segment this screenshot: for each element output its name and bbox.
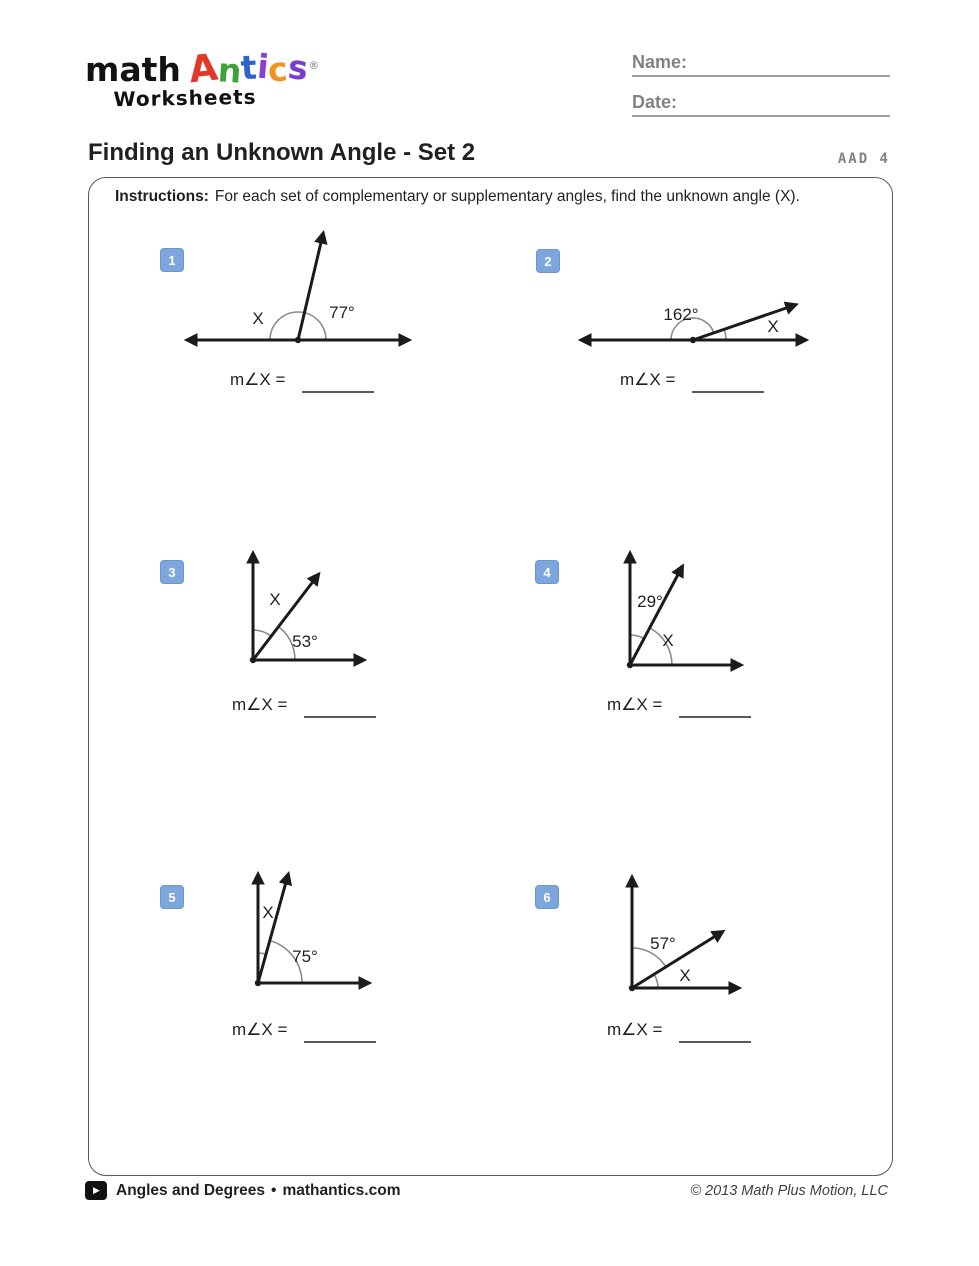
angle-diagram-3 [240, 548, 375, 670]
answer-prompt: m∠X = [620, 370, 676, 389]
unknown-angle-label: X [262, 903, 274, 922]
logo-letter: A [186, 45, 220, 92]
answer-blank-3[interactable] [304, 692, 376, 718]
math-antics-logo [85, 45, 320, 112]
logo-letter: n [216, 50, 243, 91]
date-field[interactable] [632, 92, 890, 117]
registered-trademark-icon: ® [308, 59, 320, 72]
unknown-angle-label: X [767, 317, 779, 336]
known-angle-label: 77° [329, 303, 355, 322]
instructions-text: For each set of complementary or supplementary angles, find the unknown angle (X). [214, 188, 800, 205]
answer-prompt: m∠X = [607, 1020, 663, 1039]
unknown-angle-label: X [679, 966, 691, 985]
known-angle-label: 53° [292, 632, 318, 651]
instructions-label: Instructions: [115, 188, 209, 205]
logo-word-math: math [85, 50, 181, 89]
known-angle-label: 75° [292, 947, 318, 966]
answer-blank-4[interactable] [679, 692, 751, 718]
unknown-angle-label: X [662, 631, 674, 650]
play-icon: ▶ [85, 1181, 107, 1200]
answer-blank-5[interactable] [304, 1017, 376, 1043]
instructions [115, 188, 800, 206]
problem-number-badge: 6 [535, 885, 559, 909]
known-angle-label: 57° [650, 934, 676, 953]
answer-blank-2[interactable] [692, 367, 764, 393]
footer-site-link[interactable]: mathantics.com [282, 1181, 401, 1199]
date-label: Date: [632, 92, 678, 112]
logo-letter: i [255, 46, 271, 87]
footer-separator: • [271, 1181, 277, 1199]
name-label: Name: [632, 52, 688, 72]
angle-diagram-6 [622, 872, 747, 995]
answer-prompt: m∠X = [232, 1020, 288, 1039]
answer-blank-6[interactable] [679, 1017, 751, 1043]
problem-number-badge: 3 [160, 560, 184, 584]
answer-row-4 [607, 692, 751, 718]
answer-row-6 [607, 1017, 751, 1043]
answer-row-3 [232, 692, 376, 718]
worksheet-code: AAD 4 [837, 151, 890, 167]
angle-diagram-2 [575, 296, 815, 358]
footer-left [85, 1181, 400, 1200]
logo-subtitle: Worksheets [113, 84, 257, 112]
logo-letter: t [239, 47, 259, 88]
problem-number-badge: 1 [160, 248, 184, 272]
angle-diagram-4 [620, 548, 750, 674]
page-title: Finding an Unknown Angle - Set 2 [88, 139, 476, 166]
answer-row-1 [230, 367, 374, 393]
answer-prompt: m∠X = [607, 695, 663, 714]
known-angle-label: 162° [663, 305, 699, 324]
answer-row-2 [620, 367, 764, 393]
angle-diagram-5 [248, 870, 378, 995]
copyright: © 2013 Math Plus Motion, LLC [690, 1183, 888, 1199]
answer-prompt: m∠X = [230, 370, 286, 389]
footer-lesson: Angles and Degrees [116, 1181, 266, 1199]
problem-number-badge: 2 [536, 249, 560, 273]
logo-word-antics [186, 45, 310, 92]
answer-row-5 [232, 1017, 376, 1043]
answer-prompt: m∠X = [232, 695, 288, 714]
known-angle-label: 29° [637, 592, 663, 611]
unknown-angle-label: X [269, 590, 281, 609]
logo-letter: c [266, 49, 290, 90]
answer-blank-1[interactable] [302, 367, 374, 393]
problem-number-badge: 5 [160, 885, 184, 909]
logo-letter: s [286, 47, 310, 88]
unknown-angle-label: X [252, 309, 264, 328]
problem-number-badge: 4 [535, 560, 559, 584]
name-field[interactable] [632, 52, 890, 77]
angle-diagram-1 [180, 226, 416, 354]
header-fields [632, 52, 890, 132]
